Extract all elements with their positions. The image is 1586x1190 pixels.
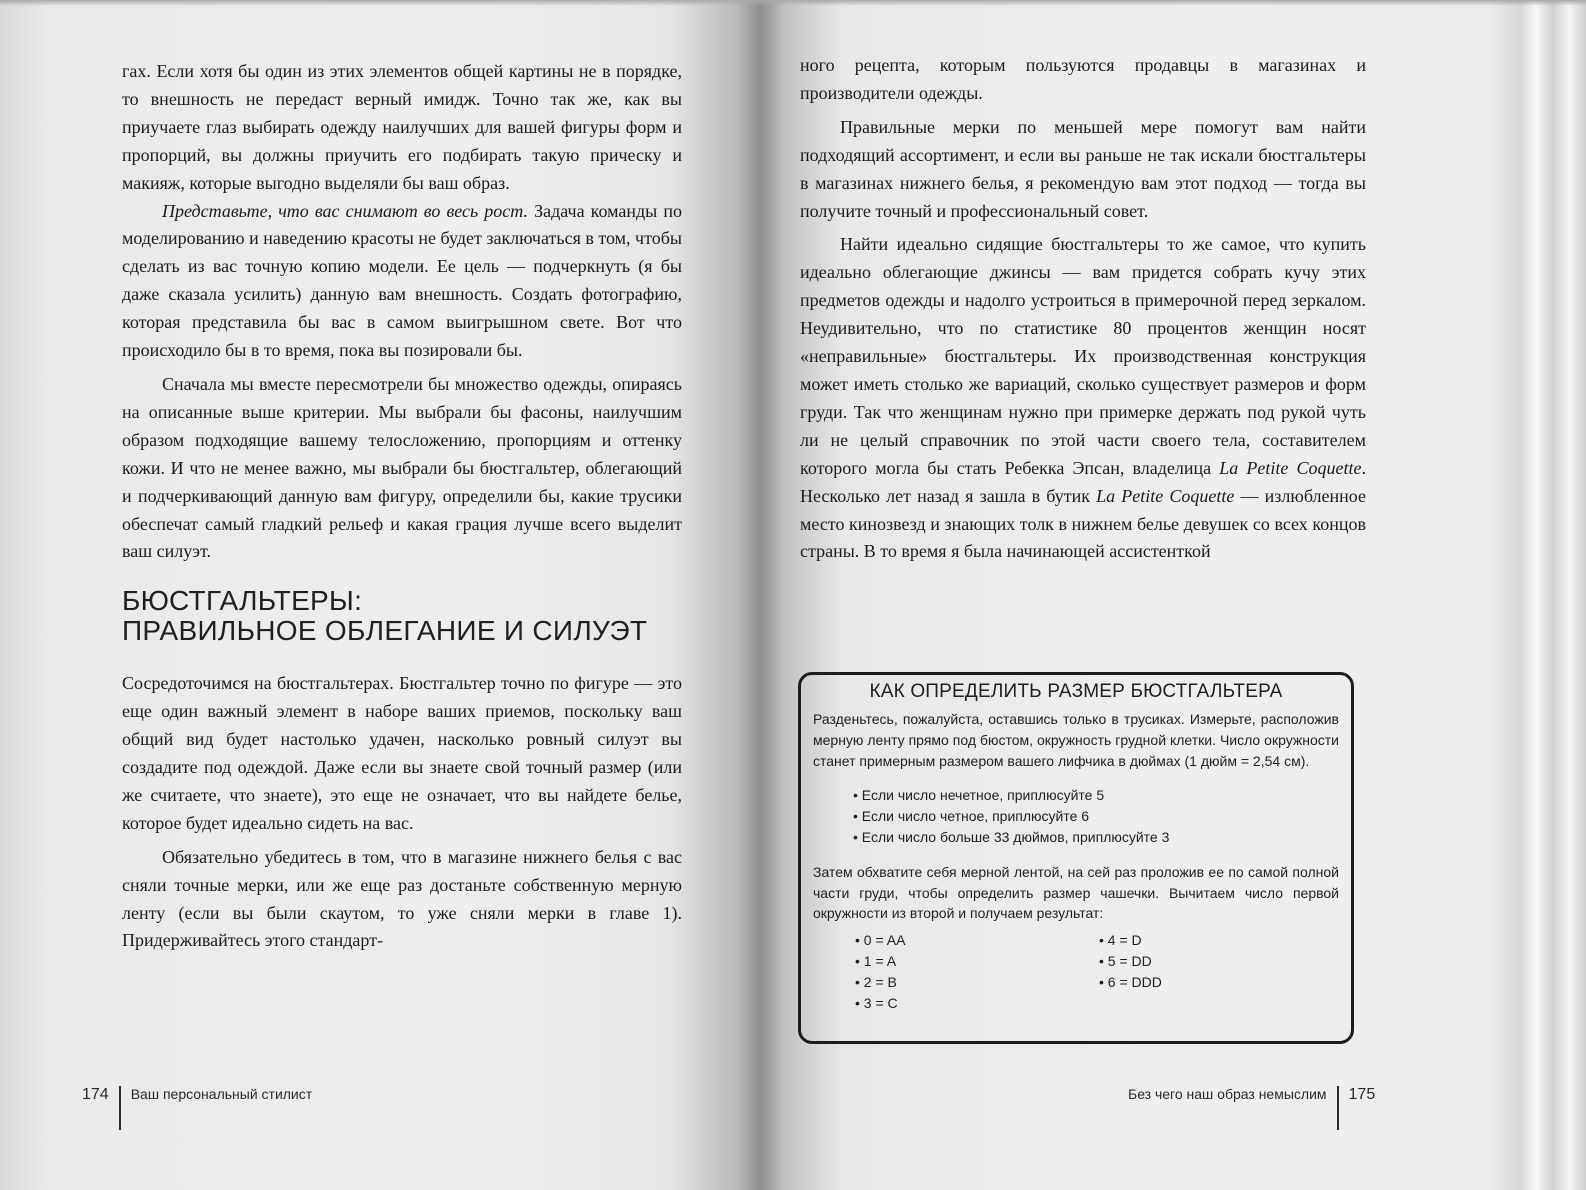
list-item: • 1 = A (855, 951, 1099, 972)
cup-size-list (855, 930, 1339, 1013)
list-item: • Если число больше 33 дюймов, приплюсуйте 3 (853, 827, 1339, 848)
paragraph-text: Найти идеально сидящие бюстгальтеры то же самое, что купить идеально облегающие джинсы — вам придется собрать кучу этих предметов одежды и надолго устроиться в примерочной перед зеркалом. Неудивительно, что по статистике 80 процентов женщин носят «неправильные» бюстгальтеры. Их производственная конструкция может иметь столько же вариаций, сколько существует размеров и форм груди. Так что женщинам нужно при примерке держать под рукой чуть ли не целый справочник по этой части своего тела, составителем которого могла бы стать Ребекка Эпсан, владелица (800, 234, 1366, 478)
left-page-footer (82, 1086, 312, 1130)
footer-divider (119, 1086, 121, 1130)
scan-shadow (0, 0, 1586, 6)
right-page (760, 0, 1586, 1190)
list-item: • 4 = D (1099, 930, 1299, 951)
paragraph (800, 231, 1366, 566)
list-item: • 6 = DDD (1099, 972, 1299, 993)
paragraph: ного рецепта, которым пользуются продавцы в магазинах и производители одежды. (800, 55, 1366, 103)
paragraph-text: — излюбленное место кинозвезд и знающих толк в нижнем белье девушек со всех концов страны. В то время я была начинающей ассистенткой (800, 485, 1366, 562)
paragraph: Правильные мерки по меньшей мере помогут вам найти подходящий ассортимент, и если вы раньше не так искали бюстгальтеры в магазинах нижнего белья, я рекомендую вам этот подход — тогда вы получите точный и профессиональный совет. (800, 116, 1366, 221)
paragraph-text: . Несколько лет назад я зашла в бутик (800, 457, 1366, 506)
page-number: 174 (82, 1086, 109, 1103)
sidebar-rules (853, 785, 1339, 847)
paragraph (122, 198, 682, 365)
paragraph: Сначала мы вместе пересмотрели бы множество одежды, опираясь на описанные выше критерии. Мы выбрали бы фасоны, наилучшим образом подходящие вашему телосложению, пропорциям и оттенку кожи. И что не менее важно, мы выбрали бы бюстгальтер, облегающий и подчеркивающий данную вам фигуру, определили бы, какие трусики обеспечат самый гладкий рельеф и какая грация лучше всего выделит ваш силуэт. (122, 373, 682, 562)
running-title: Ваш персональный стилист (130, 1086, 313, 1102)
list-item: • 5 = DD (1099, 951, 1299, 972)
list-item: • Если число четное, приплюсуйте 6 (853, 806, 1339, 827)
list-item: • 0 = AA (855, 930, 1099, 951)
bra-size-sidebar (798, 672, 1354, 1044)
list-item: • 3 = C (855, 993, 1099, 1014)
list-item: • Если число нечетное, приплюсуйте 5 (853, 785, 1339, 806)
sidebar-second-text: Затем обхватите себя мерной лентой, на сей раз проложив ее по самой полной части груди, чтобы определить размер чашечки. Вычитаем число первой окружности из второй и получаем результат: (813, 863, 1339, 922)
paragraph: гах. Если хотя бы один из этих элементов общей картины не в порядке, то внешность не передаст верный имидж. Точно так же, как вы приучаете глаз выбирать одежду наилучших для вашей фигуры форм и пропорций, вы должны приучить его подбирать такую прическу и макияж, которые выгодно выделяли бы ваш образ. (122, 61, 682, 193)
running-title: Без чего наш образ немыслим (1128, 1086, 1327, 1102)
page-number: 175 (1348, 1086, 1376, 1103)
heading-line: БЮСТГАЛЬТЕРЫ: (122, 585, 363, 617)
brand-name: La Petite Coquette (1096, 485, 1235, 506)
right-page-body (800, 52, 1366, 566)
left-page (0, 0, 760, 1190)
sidebar-intro: Разденьтесь, пожалуйста, оставшись только в трусиках. Измерьте, расположив мерную ленту прямо под бюстом, окружность грудной клетки. Число окружности станет примерным размером вашего лифчика в дюймах (1 дюйм = 2,54 см). (813, 711, 1339, 769)
section-heading (122, 586, 682, 646)
heading-line: ПРАВИЛЬНОЕ ОБЛЕГАНИЕ И СИЛУЭТ (122, 615, 648, 647)
sidebar-title: КАК ОПРЕДЕЛИТЬ РАЗМЕР БЮСТГАЛЬТЕРА (869, 681, 1283, 702)
paragraph: Обязательно убедитесь в том, что в магазине нижнего белья с вас сняли точные мерки, или же еще раз достаньте собственную мерную ленту (если вы были скаутом, то уже сняли мерки в главе 1). Придерживайтесь этого стандарт- (122, 846, 682, 951)
brand-name: La Petite Coquette (1219, 457, 1362, 478)
list-item: • 2 = B (855, 972, 1099, 993)
italic-lead: Представьте, что вас снимают во весь рост. (162, 200, 528, 221)
footer-divider (1337, 1086, 1339, 1130)
paragraph-text: Задача команды по моделированию и наведению красоты не будет заключаться в том, чтобы сделать из вас точную копию модели. Ее цель — подчеркнуть (я бы даже сказала усилить) данную вам внешность. Создать фотографию, которая представила бы вас в самом выигрышном свете. Вот что происходило бы в то время, пока вы позировали бы. (122, 200, 682, 361)
right-page-footer (1128, 1086, 1375, 1130)
paragraph: Сосредоточимся на бюстгальтерах. Бюстгальтер точно по фигуре — это еще один важный элемент в наборе ваших приемов, поскольку ваш общий вид будет настолько удачен, насколько ровный силуэт вы создадите под одеждой. Даже если вы знаете свой точный размер (или же считаете, что знаете), это еще не означает, что вы найдете белье, которое будет идеально сидеть на вас. (122, 673, 682, 833)
left-page-body (122, 58, 682, 955)
